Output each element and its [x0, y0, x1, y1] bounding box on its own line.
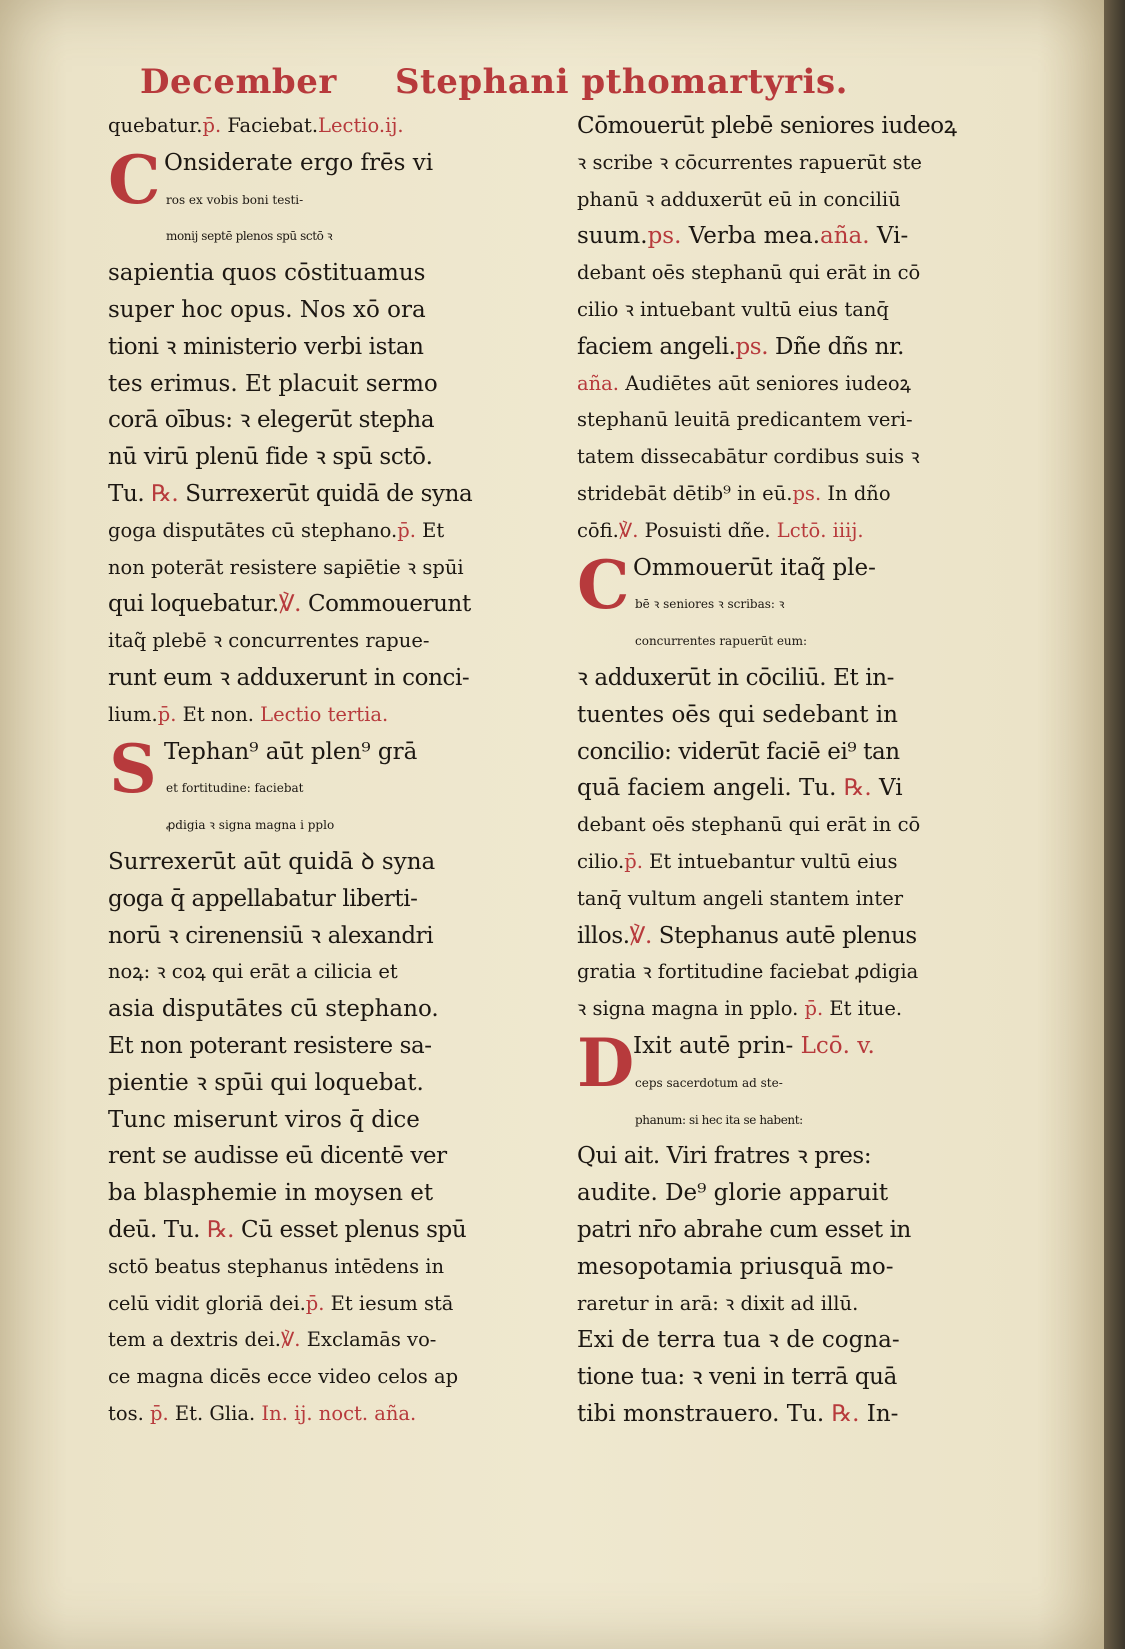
text-line [577, 734, 1022, 771]
text-line [577, 1286, 1022, 1323]
body-text: concilio: viderūt faciē ei⁹ tan [577, 738, 900, 765]
rubric-text: p̄. [624, 849, 643, 873]
text-line [108, 1175, 553, 1212]
text-line [108, 881, 553, 918]
body-text: pientie ꝛ spūi qui loquebat. [108, 1069, 424, 1096]
body-text: ba blasphemie in moysen et [108, 1180, 434, 1207]
body-text: Et non. [176, 702, 254, 726]
body-text: debant oēs stephanū qui erāt in cō [577, 813, 921, 837]
rubric-text: ℞. [144, 480, 179, 507]
text-line [108, 1102, 553, 1139]
text-line [577, 145, 1022, 182]
text-line [108, 1212, 553, 1249]
text-line [577, 881, 1022, 918]
text-line [577, 366, 1022, 403]
text-line [577, 1175, 1022, 1212]
rubric-text: p̄. [143, 1401, 169, 1425]
text-line [108, 329, 553, 366]
rubric-text: ℞. [824, 1400, 860, 1427]
body-text: suum. [577, 223, 648, 250]
rubric-text: p̄. [202, 114, 222, 137]
rubric-text: p̄. [305, 1291, 325, 1315]
body-text: Audiētes aūt seniores iudeoꝝ [619, 371, 911, 395]
text-line [577, 1359, 1022, 1396]
header-feast: Stephani pthomartyris. [395, 62, 848, 102]
body-text: Surrexerūt aūt quidā ꝺ syna [108, 848, 436, 875]
body-text: debant oēs stephanū qui erāt in cō [577, 261, 921, 285]
text-line [577, 954, 1022, 991]
rubricated-initial: C [577, 545, 630, 624]
body-text: patri nr̄o abrahe cum esset in [577, 1216, 911, 1243]
body-text: Tunc miserunt viros q̄ dice [108, 1106, 420, 1133]
body-text: Tephan⁹ aūt plen⁹ grā [164, 738, 418, 765]
body-text: noꝝ: ꝛ coꝝ qui erāt a cilicia et [108, 960, 398, 984]
body-text: stephanū leuitā predicantem veri- [577, 408, 913, 432]
body-text: Vi- [869, 223, 909, 250]
text-line [577, 255, 1022, 292]
rubric-text: In. ij. noct. aña. [255, 1401, 417, 1425]
body-text: tem a dextris dei. [108, 1328, 281, 1352]
rubricated-initial: D [577, 1023, 635, 1102]
text-line [108, 513, 553, 550]
text-line [577, 1102, 1022, 1139]
text-line [108, 697, 553, 734]
text-line [108, 182, 553, 219]
text-line [577, 108, 1022, 145]
rubric-text: p̄. [798, 997, 824, 1021]
body-text: lium. [108, 702, 158, 726]
body-text: faciem angeli. [577, 333, 736, 360]
text-line [108, 918, 553, 955]
body-text: illos. [577, 922, 630, 949]
rubricated-initial: C [108, 140, 161, 219]
text-line [108, 623, 553, 660]
body-text: cilio. [577, 849, 625, 873]
text-line [108, 1322, 553, 1359]
body-text: tuentes oēs qui sedebant in [577, 701, 898, 728]
text-line [577, 1396, 1022, 1433]
right-text-column [577, 108, 1022, 1433]
text-line [108, 1396, 553, 1433]
body-text: Tu. [108, 480, 145, 507]
body-text: ceps sacerdotum ad ste- [635, 1075, 783, 1090]
rubric-text: ℣. [629, 922, 652, 949]
body-text: phanum: si hec ita se habent: [635, 1112, 803, 1127]
text-line [577, 329, 1022, 366]
body-text: tanq̄ vultum angeli stantem inter [577, 886, 904, 910]
text-line [108, 1249, 553, 1286]
body-text: quebatur. [108, 114, 203, 137]
body-text: deū. Tu. [108, 1216, 201, 1243]
text-line [577, 439, 1022, 476]
rubric-text: aña. [577, 371, 620, 395]
rubric-text: ℣. [280, 1328, 301, 1352]
body-text: ꝛ signa magna in pplo. [577, 997, 799, 1021]
rubric-text: ps. [647, 223, 682, 250]
body-text: sapientia quos cōstituamus [108, 260, 426, 287]
left-text-column [108, 108, 553, 1433]
body-text: Exi de terra tua ꝛ de cogna- [577, 1327, 900, 1354]
body-text: phanū ꝛ adduxerūt eū in conciliū [577, 187, 901, 211]
body-text: celū vidit gloriā dei. [108, 1291, 306, 1315]
body-text: rent se audisse eū dicentē ver [108, 1143, 447, 1170]
body-text: Surrexerūt quidā de syna [178, 480, 473, 507]
body-text: Vi [871, 775, 903, 802]
body-text: Ommouerūt itaq̃ ple- [633, 554, 876, 581]
body-text: raretur in arā: ꝛ dixit ad illū. [577, 1291, 859, 1315]
text-line [108, 439, 553, 476]
body-text: Stephanus autē plenus [651, 922, 917, 949]
body-text: Qui ait. Viri fratres ꝛ pres: [577, 1143, 872, 1170]
text-line [108, 844, 553, 881]
rubric-text: aña. [820, 223, 870, 250]
text-line [577, 218, 1022, 255]
rubric-text: ℞. [836, 775, 872, 802]
text-line [108, 550, 553, 587]
body-text: tibi monstrauero. Tu. [577, 1400, 825, 1427]
body-text: norū ꝛ cirenensiū ꝛ alexandri [108, 922, 434, 949]
text-line [108, 586, 553, 623]
body-text: goga disputātes cū stephano. [108, 518, 398, 542]
body-text: Commouerunt [301, 591, 471, 618]
body-text: bē ꝛ seniores ꝛ scribas: ꝛ [635, 597, 785, 612]
body-text: tatem dissecabātur cordibus suis ꝛ [577, 445, 920, 469]
body-text: qui loquebatur. [108, 591, 279, 618]
body-text: cōfi. [577, 518, 619, 542]
body-text: super hoc opus. Nos xō ora [108, 296, 426, 323]
text-line [577, 1249, 1022, 1286]
body-text: In- [859, 1400, 899, 1427]
running-header [140, 56, 1040, 110]
body-text: stridebāt dētib⁹ in eū. [577, 481, 793, 505]
body-text: ce magna dicēs ecce video celos ap [108, 1365, 459, 1389]
body-text: sctō beatus stephanus intēdens in [108, 1254, 445, 1278]
header-month: December [140, 62, 337, 102]
text-line [108, 807, 553, 844]
rubric-text: ps. [735, 333, 769, 360]
body-text: concurrentes rapuerūt eum: [635, 634, 808, 649]
rubric-text: ℣. [278, 591, 302, 618]
text-line [108, 1028, 553, 1065]
body-text: cilio ꝛ intuebant vultū eius tanq̄ [577, 297, 889, 321]
text-line [577, 991, 1022, 1028]
text-line [577, 623, 1022, 660]
body-text: Verba mea. [681, 223, 821, 250]
body-text: Et intuebantur vultū eius [642, 849, 898, 873]
body-text: In dño [821, 481, 891, 505]
text-line [577, 770, 1022, 807]
text-line [577, 586, 1022, 623]
body-text: tes erimus. Et placuit sermo [108, 370, 438, 397]
text-line [108, 218, 553, 255]
body-text: Dñe dñs nr. [768, 333, 905, 360]
body-text: audite. De⁹ glorie apparuit [577, 1180, 889, 1207]
body-text: quā faciem angeli. Tu. [577, 775, 837, 802]
body-text: tioni ꝛ ministerio verbi istan [108, 333, 424, 360]
body-text: asia disputātes cū stephano. [108, 996, 439, 1023]
body-text: mesopotamia priusquā mo- [577, 1253, 894, 1280]
body-text: gratia ꝛ fortitudine faciebat ꝓdigia [577, 960, 919, 984]
text-line [577, 844, 1022, 881]
text-line [108, 1065, 553, 1102]
body-text: Et itue. [823, 997, 903, 1021]
rubric-text: Lectio tertia. [253, 702, 389, 726]
text-line [108, 108, 553, 145]
text-line [577, 1212, 1022, 1249]
text-line [108, 366, 553, 403]
body-text: Onsiderate ergo frēs vi [164, 149, 434, 176]
body-text: Ixit autē prin- [633, 1032, 794, 1059]
text-line [108, 1286, 553, 1323]
body-text: tos. [108, 1401, 144, 1425]
rubric-text: Lcō. v. [793, 1032, 875, 1059]
text-line [108, 476, 553, 513]
rubric-text: p̄. [397, 518, 416, 542]
text-line [577, 697, 1022, 734]
text-line [108, 660, 553, 697]
rubric-text: ℞. [200, 1216, 235, 1243]
body-text: monij septē plenos spū sctō ꝛ [166, 229, 333, 244]
body-text: Et non poterant resistere sa- [108, 1032, 432, 1059]
text-line [577, 182, 1022, 219]
body-text: ꝓdigia ꝛ signa magna i pplo [166, 818, 335, 833]
body-text: runt eum ꝛ adduxerunt in conci- [108, 664, 470, 691]
text-line [577, 918, 1022, 955]
text-line [577, 476, 1022, 513]
body-text: Exclamās vo- [300, 1328, 437, 1352]
rubric-text: ℣. [618, 518, 639, 542]
body-text: non poterāt resistere sapiētie ꝛ spūi [108, 555, 464, 579]
text-line [577, 1138, 1022, 1175]
rubricated-initial: S [109, 729, 157, 808]
text-line [577, 292, 1022, 329]
text-line [577, 807, 1022, 844]
body-text: ꝛ scribe ꝛ cōcurrentes rapuerūt ste [577, 150, 922, 174]
body-text: Posuisti dñe. [638, 518, 771, 542]
body-text: tione tua: ꝛ veni in terrā quā [577, 1364, 897, 1391]
text-line [577, 402, 1022, 439]
rubric-text: ps. [792, 481, 822, 505]
rubric-text: Lectio.ij. [318, 114, 404, 137]
body-text: ꝛ adduxerūt in cōciliū. Et in- [577, 664, 895, 691]
rubric-text: p̄. [157, 702, 177, 726]
body-text: et fortitudine: faciebat [166, 781, 304, 796]
text-line [108, 255, 553, 292]
text-line [577, 513, 1022, 550]
text-line [108, 1359, 553, 1396]
body-text: nū virū plenū fide ꝛ spū sctō. [108, 444, 433, 471]
body-text: Et iesum stā [324, 1291, 454, 1315]
body-text: Faciebat. [221, 114, 319, 137]
body-text: Cōmouerūt plebē seniores iudeoꝝ [577, 113, 957, 139]
text-line [577, 660, 1022, 697]
body-text: Et. Glia. [168, 1401, 256, 1425]
text-line [577, 1065, 1022, 1102]
page-edge [1104, 0, 1125, 1649]
text-line [108, 770, 553, 807]
text-line [108, 991, 553, 1028]
body-text: corā oībus: ꝛ elegerūt stepha [108, 407, 435, 434]
body-text: Cū esset plenus spū [234, 1216, 467, 1243]
body-text: goga q̄ appellabatur liberti- [108, 885, 418, 912]
text-line [108, 292, 553, 329]
text-line [108, 954, 553, 991]
rubric-text: Lctō. iiij. [770, 518, 864, 542]
text-line [577, 1322, 1022, 1359]
body-text: itaq̃ plebē ꝛ concurrentes rapue- [108, 629, 430, 653]
body-text: Et [415, 518, 445, 542]
body-text: ros ex vobis boni testi- [166, 192, 304, 207]
text-line [108, 402, 553, 439]
text-line [108, 1138, 553, 1175]
